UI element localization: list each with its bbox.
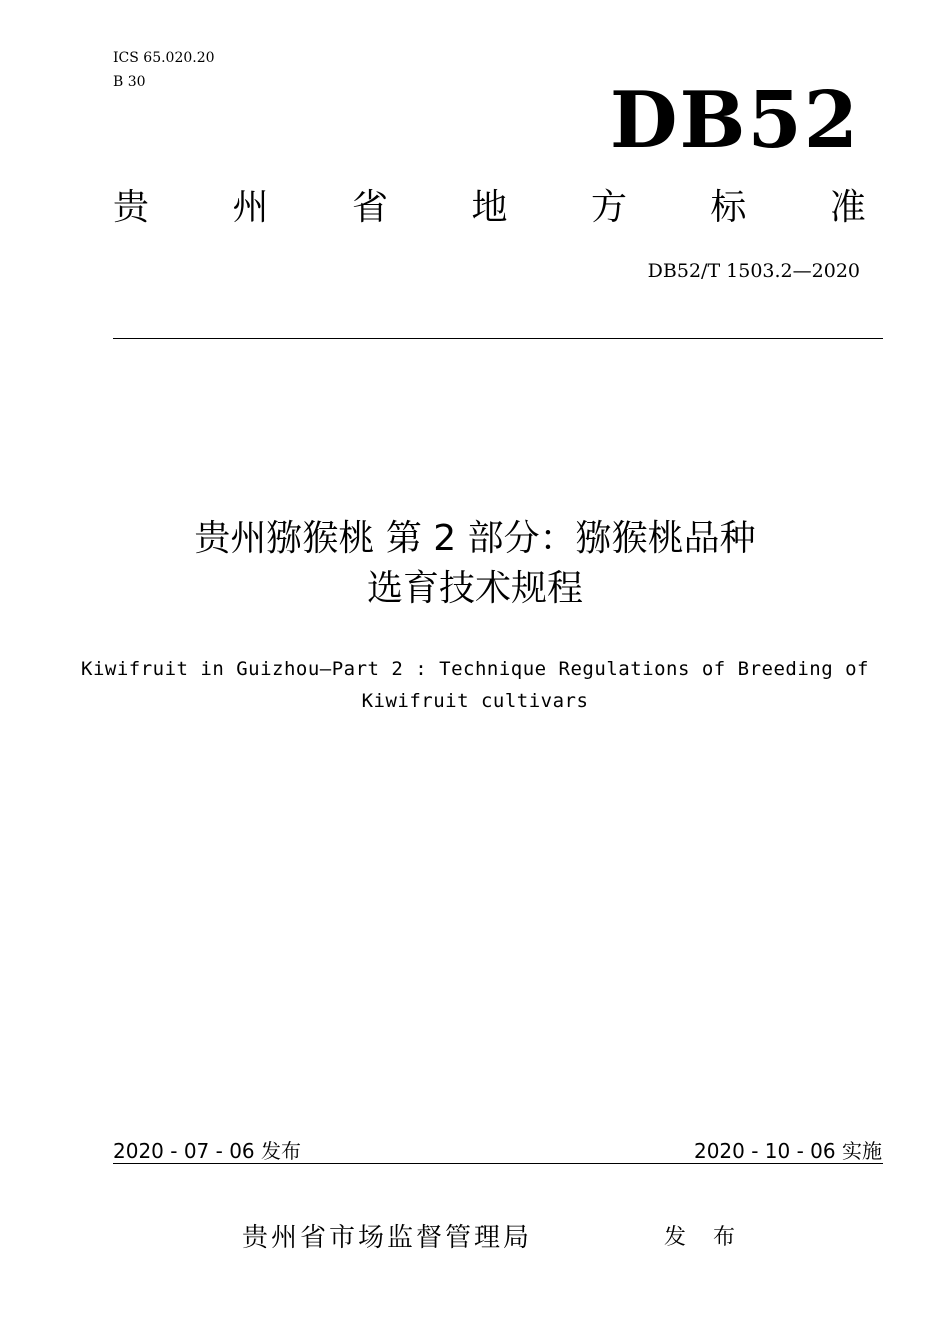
standard-logo: DB52 [609,75,860,166]
standard-type-char: 省 [351,187,388,228]
implementation-date: 2020 - 10 - 06 实施 [693,1139,882,1163]
title-cn-line-2: 选育技术规程 [366,568,583,609]
title-en-line-2: Kiwifruit cultivars [361,690,589,712]
standard-type-char: 准 [829,187,866,228]
publish-label: 发 布 [664,1225,745,1250]
standard-number: DB52/T 1503.2—2020 [647,260,860,282]
issue-date: 2020 - 07 - 06 发布 [113,1139,302,1163]
title-en-line-1: Kiwifruit in Guizhou—Part 2 : Technique Regulations of Breeding of [81,658,869,680]
ics-code: ICS 65.020.20 [113,50,215,66]
standard-type-char: 标 [710,187,747,228]
standard-type-char: 州 [232,187,269,228]
standard-type-char: 方 [590,187,627,228]
document-title-cn [0,514,950,614]
title-cn-line-1: 贵州猕猴桃 第 2 部分：猕猴桃品种 [194,518,756,559]
document-title-en [70,653,880,717]
bottom-divider [113,1163,883,1164]
standard-type-char: 贵 [113,187,150,228]
standard-type-char: 地 [471,187,508,228]
publisher-name: 贵州省市场监督管理局 [242,1223,533,1253]
ccs-code: B 30 [113,74,146,90]
standard-type-heading [113,186,866,230]
top-divider [113,338,883,339]
